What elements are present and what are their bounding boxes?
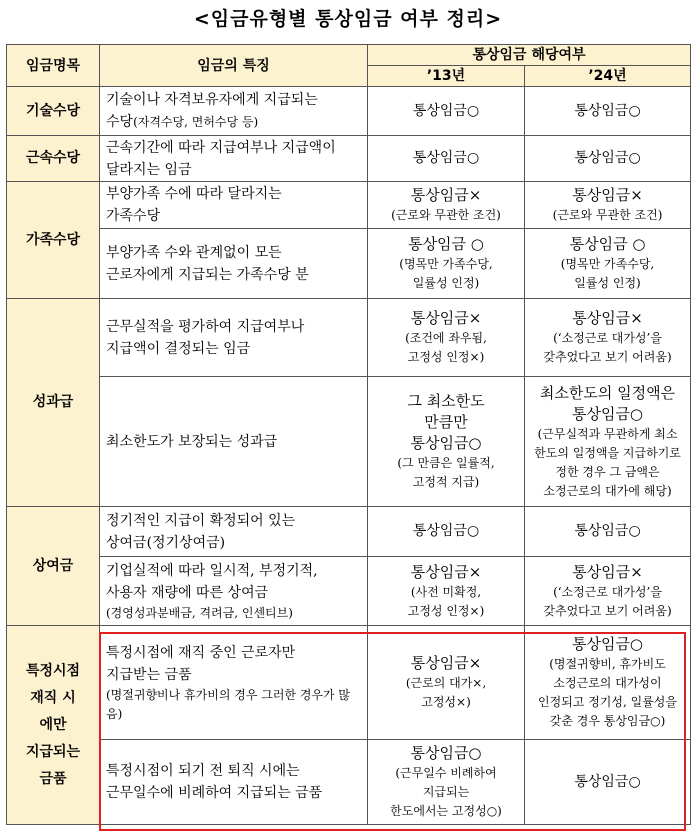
category-cell: 성과급 [7, 299, 100, 507]
table-row [7, 299, 691, 377]
feature-cell: 정기적인 지급이 확정되어 있는 상여금(정기상여금) [100, 507, 368, 557]
status-2024-cell: 통상임금○ (명절귀향비, 휴가비도 소정근로의 대가성이 인정되고 정기성, 일률성을 갖춘 경우 통상임금○) [525, 626, 691, 740]
status-2013-cell: 통상임금× (조건에 좌우됨, 고정성 인정×) [368, 299, 525, 377]
header-ordinary-wage-status: 통상임금 해당여부 [368, 45, 691, 66]
header-wage-feature: 임금의 특징 [100, 45, 368, 87]
table-row [7, 557, 691, 626]
category-cell: 근속수당 [7, 136, 100, 182]
header-year-2024: ’24년 [525, 66, 691, 87]
status-2013-cell: 통상임금× (근로의 대가×, 고정성×) [368, 626, 525, 740]
category-cell: 기술수당 [7, 87, 100, 136]
status-2024-cell: 최소한도의 일정액은 통상임금○ (근무실적과 무관하게 최소 한도의 일정액을 지급하기로 정한 경우 그 금액은 소정근로의 대가에 해당) [525, 377, 691, 507]
status-2024-cell: 통상임금○ [525, 87, 691, 136]
feature-cell: 특정시점이 되기 전 퇴직 시에는 근무일수에 비례하여 지급되는 금품 [100, 740, 368, 825]
table-row [7, 626, 691, 740]
page-title: <임금유형별 통상임금 여부 정리> [193, 8, 503, 30]
status-2024-cell: 통상임금× (‘소정근로 대가성’을 갖추었다고 보기 어려움) [525, 299, 691, 377]
header-year-2013: ’13년 [368, 66, 525, 87]
status-2024-cell: 통상임금× (근로와 무관한 조건) [525, 182, 691, 229]
table-row [7, 377, 691, 507]
status-2013-cell: 통상임금○ [368, 507, 525, 557]
status-2024-cell: 통상임금 ○ (명목만 가족수당, 일률성 인정) [525, 229, 691, 299]
feature-cell: 기업실적에 따라 일시적, 부정기적, 사용자 재량에 따른 상여금 (경영성과분배금, 격려금, 인센티브) [100, 557, 368, 626]
feature-cell: 최소한도가 보장되는 성과급 [100, 377, 368, 507]
feature-cell: 부양가족 수와 관계없이 모든 근로자에게 지급되는 가족수당 분 [100, 229, 368, 299]
status-2013-cell: 통상임금○ [368, 87, 525, 136]
feature-cell: 근속기간에 따라 지급여부나 지급액이 달라지는 임금 [100, 136, 368, 182]
wage-type-table [6, 44, 691, 825]
table-row [7, 136, 691, 182]
feature-cell: 부양가족 수에 따라 달라지는 가족수당 [100, 182, 368, 229]
category-cell: 가족수당 [7, 182, 100, 299]
table-row [7, 740, 691, 825]
status-2024-cell: 통상임금○ [525, 507, 691, 557]
status-2024-cell: 통상임금○ [525, 136, 691, 182]
status-2024-cell: 통상임금× (‘소정근로 대가성’을 갖추었다고 보기 어려움) [525, 557, 691, 626]
feature-cell: 특정시점에 재직 중인 근로자만 지급받는 금품 (명절귀향비나 휴가비의 경우 그러한 경우가 많음) [100, 626, 368, 740]
category-cell: 특정시점 재직 시 에만 지급되는 금품 [7, 626, 100, 825]
feature-cell: 근무실적을 평가하여 지급여부나 지급액이 결정되는 임금 [100, 299, 368, 377]
table-row [7, 182, 691, 229]
category-cell: 상여금 [7, 507, 100, 626]
table-row [7, 507, 691, 557]
table-row [7, 87, 691, 136]
status-2013-cell: 통상임금○ [368, 136, 525, 182]
feature-cell: 기술이나 자격보유자에게 지급되는 수당(자격수당, 면허수당 등) [100, 87, 368, 136]
header-wage-item: 임금명목 [7, 45, 100, 87]
status-2013-cell: 통상임금× (근로와 무관한 조건) [368, 182, 525, 229]
status-2013-cell: 그 최소한도 만큼만 통상임금○ (그 만큼은 일률적, 고정적 지급) [368, 377, 525, 507]
status-2013-cell: 통상임금○ (근무일수 비례하여 지급되는 한도에서는 고정성○) [368, 740, 525, 825]
status-2024-cell: 통상임금○ [525, 740, 691, 825]
status-2013-cell: 통상임금× (사전 미확정, 고정성 인정×) [368, 557, 525, 626]
table-row [7, 229, 691, 299]
status-2013-cell: 통상임금 ○ (명목만 가족수당, 일률성 인정) [368, 229, 525, 299]
